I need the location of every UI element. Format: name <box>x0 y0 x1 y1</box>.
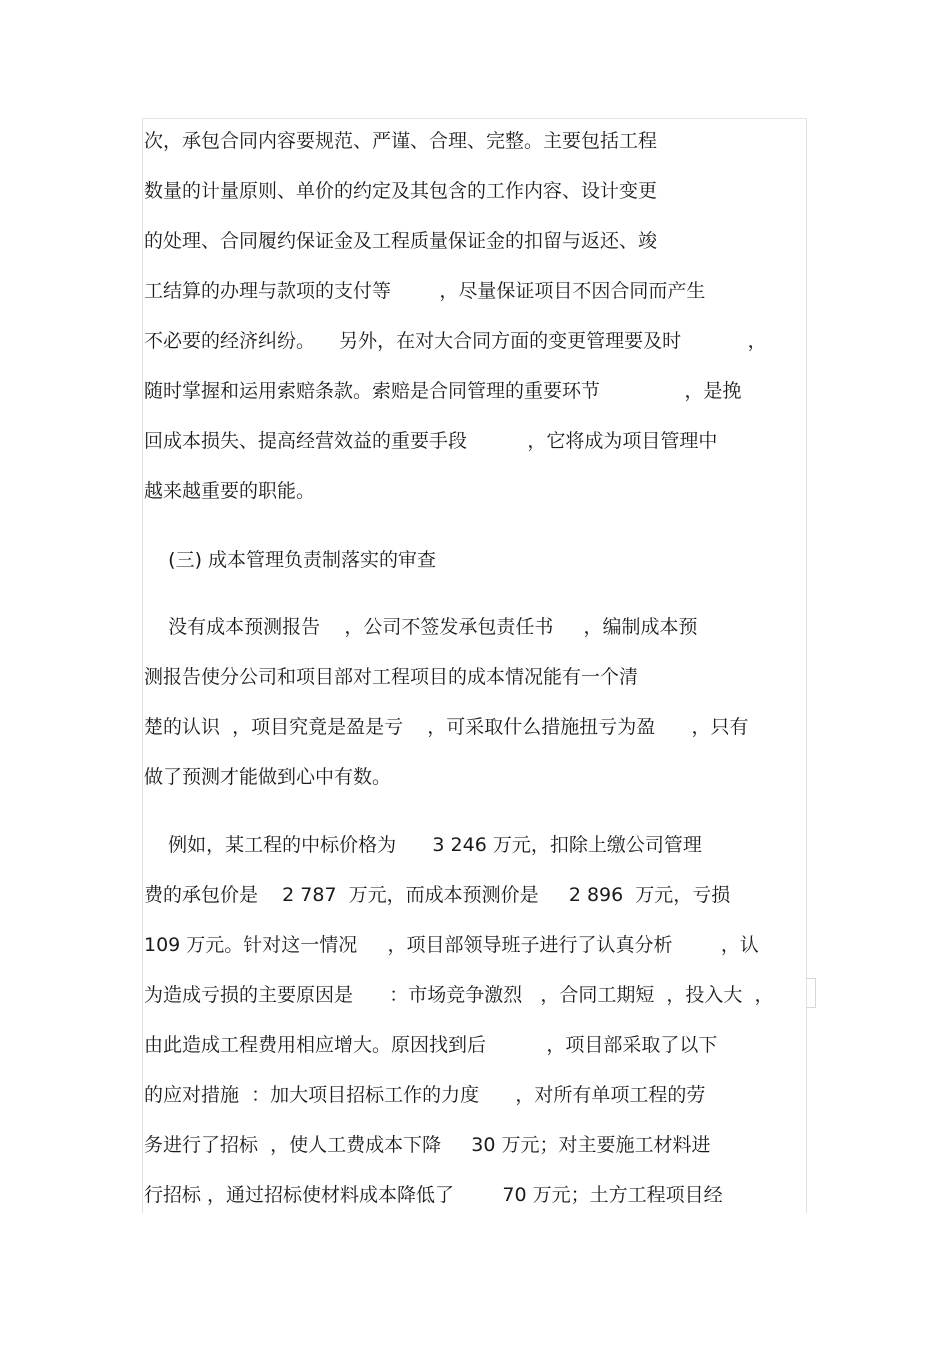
text-line: 次，承包合同内容要规范、严谨、合理、完整。主要包括工程 <box>144 130 658 152</box>
text-line: 楚的认识 ，项目究竟是盈是亏 ，可采取什么措施扭亏为盈 ，只有 <box>144 716 749 738</box>
text-line: 不必要的经济纠纷。 另外，在对大合同方面的变更管理要及时 ， <box>144 330 767 352</box>
text-line: 没有成本预测报告 ，公司不签发承包责任书 ，编制成本预 <box>144 616 698 638</box>
text-line: 越来越重要的职能。 <box>144 480 316 502</box>
text-line: 测报告使分公司和项目部对工程项目的成本情况能有一个清 <box>144 666 639 688</box>
text-line: 为造成亏损的主要原因是 ：市场竞争激烈 ，合同工期短 ，投入大 ， <box>144 984 774 1006</box>
text-line: 例如，某工程的中标价格为 3 246 万元，扣除上缴公司管理 <box>144 834 702 856</box>
text-line: 的应对措施 ：加大项目招标工作的力度 ，对所有单项工程的劳 <box>144 1084 706 1106</box>
text-line: 数量的计量原则、单价的约定及其包含的工作内容、设计变更 <box>144 180 658 202</box>
text-line: 做了预测才能做到心中有数。 <box>144 766 392 788</box>
text-line: 随时掌握和运用索赔条款。索赔是合同管理的重要环节 ，是挽 <box>144 380 742 402</box>
page-frame-left <box>142 118 143 1213</box>
text-line: 工结算的办理与款项的支付等 ，尽量保证项目不因合同而产生 <box>144 280 706 302</box>
page-frame-top <box>142 118 807 119</box>
text-line: 行招标 ，通过招标使材料成本降低了 70 万元；土方工程项目经 <box>144 1184 723 1206</box>
text-line: 费的承包价是 2 787 万元，而成本预测价是 2 896 万元，亏损 <box>144 884 731 906</box>
section-heading: (三) 成本管理负责制落实的审查 <box>144 549 437 571</box>
text-line: 由此造成工程费用相应增大。原因找到后 ，项目部采取了以下 <box>144 1034 718 1056</box>
text-line: 务进行了招标 ，使人工费成本下降 30 万元；对主要施工材料进 <box>144 1134 711 1156</box>
text-line: 的处理、合同履约保证金及工程质量保证金的扣留与返还、竣 <box>144 230 658 252</box>
text-line: 回成本损失、提高经营效益的重要手段 ，它将成为项目管理中 <box>144 430 718 452</box>
text-line: 109 万元。针对这一情况 ，项目部领导班子进行了认真分析 ，认 <box>144 934 759 956</box>
